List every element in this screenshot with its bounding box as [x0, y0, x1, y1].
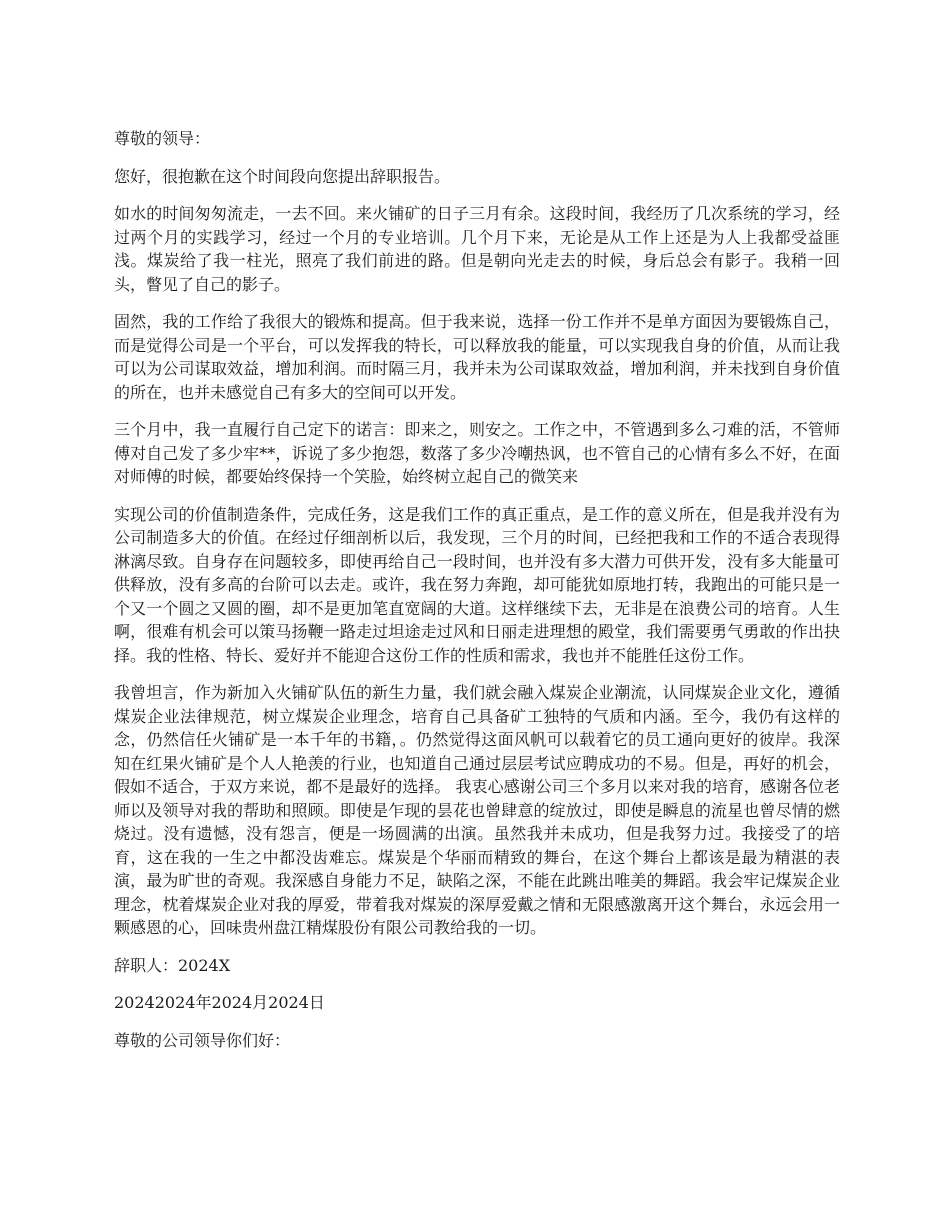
salutation: 尊敬的领导： — [114, 129, 211, 148]
second-salutation: 尊敬的公司领导你们好： — [114, 1030, 291, 1050]
greeting-paragraph: 您好，很抱歉在这个时间段向您提出辞职报告。 — [114, 166, 451, 186]
document-page — [114, 127, 840, 1066]
body-paragraph-5: 我曾坦言，作为新加入火铺矿队伍的新生力量，我们就会融入煤炭企业潮流，认同煤炭企业文化，遵循煤炭企业法律规范，树立煤炭企业理念，培育自己具备矿工独特的气质和内涵。至今，我仍有这样的念，仍然信任火铺矿是一本千年的书籍，。仍然觉得这面风帆可以载着它的员工通向更好的彼岸。我深知在红果火铺矿是个人人艳羡的行业，也知道自己通过层层考试应聘成功的不易。但是，再好的机会，假如不适合，于双方来说，都不是最好的选择。 我衷心感谢公司三个多月以来对我的培育，感谢各位老师以及领导对我的帮助和照顾。即使是乍现的昙花也曾肆意的绽放过，即使是瞬息的流星也曾尽情的燃烧过。没有遗憾，没有怨言，便是一场圆满的出演。虽然我并未成功，但是我努力过。我接受了的培育，这在我的一生之中都没齿难忘。煤炭是个华丽而精致的舞台，在这个舞台上都该是最为精湛的表演，最为旷世的奇观。我深感自身能力不足，缺陷之深，不能在此跳出唯美的舞蹈。我会牢记煤炭企业理念，枕着煤炭企业对我的厚爱，带着我对煤炭的深厚爱戴之情和无限感激离开这个舞台，永远会用一颗感恩的心，回味贵州盘江精煤股份有限公司教给我的一切。 — [114, 683, 840, 937]
date-line: 20242024年2024月2024日 — [114, 993, 325, 1012]
body-paragraph-3: 三个月中，我一直履行自己定下的诺言：即来之，则安之。工作之中，不管遇到多么刁难的活，不管师傅对自己发了多少牢**，诉说了多少抱怨，数落了多少冷嘲热讽，也不管自己的心情有多么不好，在面对师傅的时候，都要始终保持一个笑脸，始终树立起自己的微笑来 — [114, 420, 840, 486]
signature-line: 辞职人：2024X — [114, 955, 231, 975]
body-paragraph-2: 固然，我的工作给了我很大的锻炼和提高。但于我来说，选择一份工作并不是单方面因为要锻炼自己，而是觉得公司是一个平台，可以发挥我的特长，可以释放我的能量，可以实现我自身的价值，从而让我可以为公司谋取效益，增加利润。而时隔三月，我并未为公司谋取效益，增加利润，并未找到自身价值的所在，也并未感觉自己有多大的空间可以开发。 — [114, 312, 840, 402]
body-paragraph-4: 实现公司的价值制造条件，完成任务，这是我们工作的真正重点，是工作的意义所在，但是我并没有为公司制造多大的价值。在经过仔细剖析以后，我发现，三个月的时间，已经把我和工作的不适合表现得淋漓尽致。自身存在问题较多，即使再给自己一段时间，也并没有多大潜力可供开发，没有多大能量可供释放，没有多高的台阶可以去走。或许，我在努力奔跑，却可能犹如原地打转，我跑出的可能只是一个又一个圆之又圆的圈，却不是更加笔直宽阔的大道。这样继续下去，无非是在浪费公司的培育。人生啊，很难有机会可以策马扬鞭一路走过坦途走过风和日丽走进理想的殿堂，我们需要勇气勇敢的作出抉择。我的性格、特长、爱好并不能迎合这份工作的性质和需求，我也并不能胜任这份工作。 — [114, 504, 840, 665]
body-paragraph-1: 如水的时间匆匆流走，一去不回。来火铺矿的日子三月有余。这段时间，我经历了几次系统的学习，经过两个月的实践学习，经过一个月的专业培训。几个月下来，无论是从工作上还是为人上我都受益匪浅。煤炭给了我一柱光，照亮了我们前进的路。但是朝向光走去的时候，身后总会有影子。我稍一回头，瞥见了自己的影子。 — [114, 204, 840, 294]
